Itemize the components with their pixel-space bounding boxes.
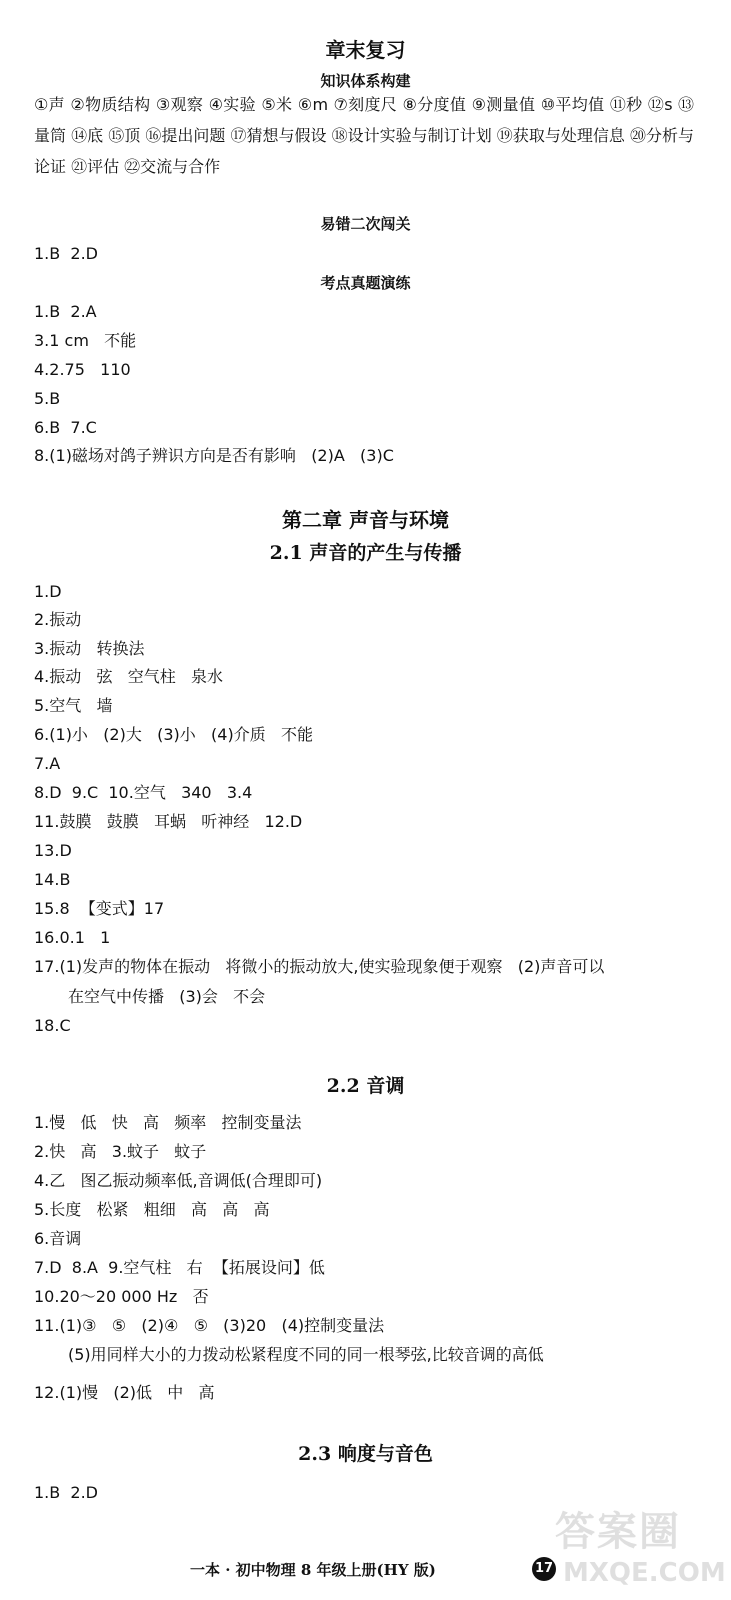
answer-line-continuation: 在空气中传播 (3)会 不会 <box>68 987 266 1006</box>
knowledge-system-text: ①声 ②物质结构 ③观察 ④实验 ⑤米 ⑥m ⑦刻度尺 ⑧分度值 ⑨测量值 ⑩平均值 ⑪秒 ⑫s ⑬量筒 ⑭底 ⑮顶 ⑯提出问题 ⑰猜想与假设 ⑱设计实验与制订计划 ⑲获取与处理信息 ⑳分析与论证 ㉑评估 ㉒交流与合作 <box>34 95 694 176</box>
answer-line: 6.(1)小 (2)大 (3)小 (4)介质 不能 <box>34 725 313 744</box>
answer-line: 3.振动 转换法 <box>34 639 145 658</box>
subsection-title-knowledge: 知识体系构建 <box>320 72 411 90</box>
answer-line: 1.D <box>34 582 62 601</box>
mistakes-answer-line: 1.B 2.D <box>34 244 98 263</box>
subsection-title-mistakes: 易错二次闯关 <box>320 215 411 233</box>
answer-line: 1.慢 低 快 高 频率 控制变量法 <box>34 1113 302 1132</box>
exam-answer-line: 8.(1)磁场对鸽子辨识方向是否有影响 (2)A (3)C <box>34 446 394 465</box>
section-title-2-3: 2.3 响度与音色 <box>298 1443 433 1465</box>
subsection-title-exam: 考点真题演练 <box>320 274 411 292</box>
answer-line: 6.音调 <box>34 1229 82 1248</box>
answer-line: 17.(1)发声的物体在振动 将微小的振动放大,使实验现象便于观察 (2)声音可以 <box>34 957 605 976</box>
page-number-badge: 17 <box>532 1557 556 1581</box>
watermark-text: 答案圈 <box>555 1509 681 1555</box>
watermark-url: MXQE.COM <box>563 1558 726 1588</box>
answer-line: 11.鼓膜 鼓膜 耳蜗 听神经 12.D <box>34 812 303 831</box>
answer-line: 18.C <box>34 1016 71 1035</box>
answer-line: 7.D 8.A 9.空气柱 右 【拓展设问】低 <box>34 1258 325 1277</box>
answer-line: 4.乙 图乙振动频率低,音调低(合理即可) <box>34 1171 323 1190</box>
exam-answer-line: 5.B <box>34 389 61 408</box>
exam-answer-line: 3.1 cm 不能 <box>34 331 137 350</box>
answer-line: 8.D 9.C 10.空气 340 3.4 <box>34 783 253 802</box>
exam-answer-line: 4.2.75 110 <box>34 360 131 379</box>
answer-line: 14.B <box>34 870 71 889</box>
answer-line: 2.快 高 3.蚊子 蚊子 <box>34 1142 207 1161</box>
chapter-title: 第二章 声音与环境 <box>282 508 449 532</box>
exam-answer-line: 1.B 2.A <box>34 302 97 321</box>
answer-line: 5.长度 松紧 粗细 高 高 高 <box>34 1200 270 1219</box>
exam-answer-line: 6.B 7.C <box>34 418 97 437</box>
answer-line: 11.(1)③ ⑤ (2)④ ⑤ (3)20 (4)控制变量法 <box>34 1316 385 1335</box>
answer-line: 12.(1)慢 (2)低 中 高 <box>34 1383 215 1402</box>
section-title-2-2: 2.2 音调 <box>326 1075 405 1097</box>
answer-line: 15.8 【变式】17 <box>34 899 165 918</box>
answer-line: 10.20～20 000 Hz 否 <box>34 1287 209 1306</box>
book-title: 一本 · 初中物理 8 年级上册(HY 版) <box>190 1561 436 1579</box>
section-title-review: 章末复习 <box>325 38 406 62</box>
section-title-2-1: 2.1 声音的产生与传播 <box>269 542 462 564</box>
page-footer <box>0 1555 731 1585</box>
answer-line-continuation: (5)用同样大小的力拨动松紧程度不同的同一根琴弦,比较音调的高低 <box>68 1345 544 1364</box>
answer-line: 16.0.1 1 <box>34 928 111 947</box>
answer-line: 4.振动 弦 空气柱 泉水 <box>34 667 224 686</box>
answer-line: 7.A <box>34 754 61 773</box>
answer-line: 1.B 2.D <box>34 1483 98 1502</box>
answer-line: 13.D <box>34 841 72 860</box>
answer-line: 2.振动 <box>34 610 82 629</box>
answer-line: 5.空气 墙 <box>34 696 113 715</box>
